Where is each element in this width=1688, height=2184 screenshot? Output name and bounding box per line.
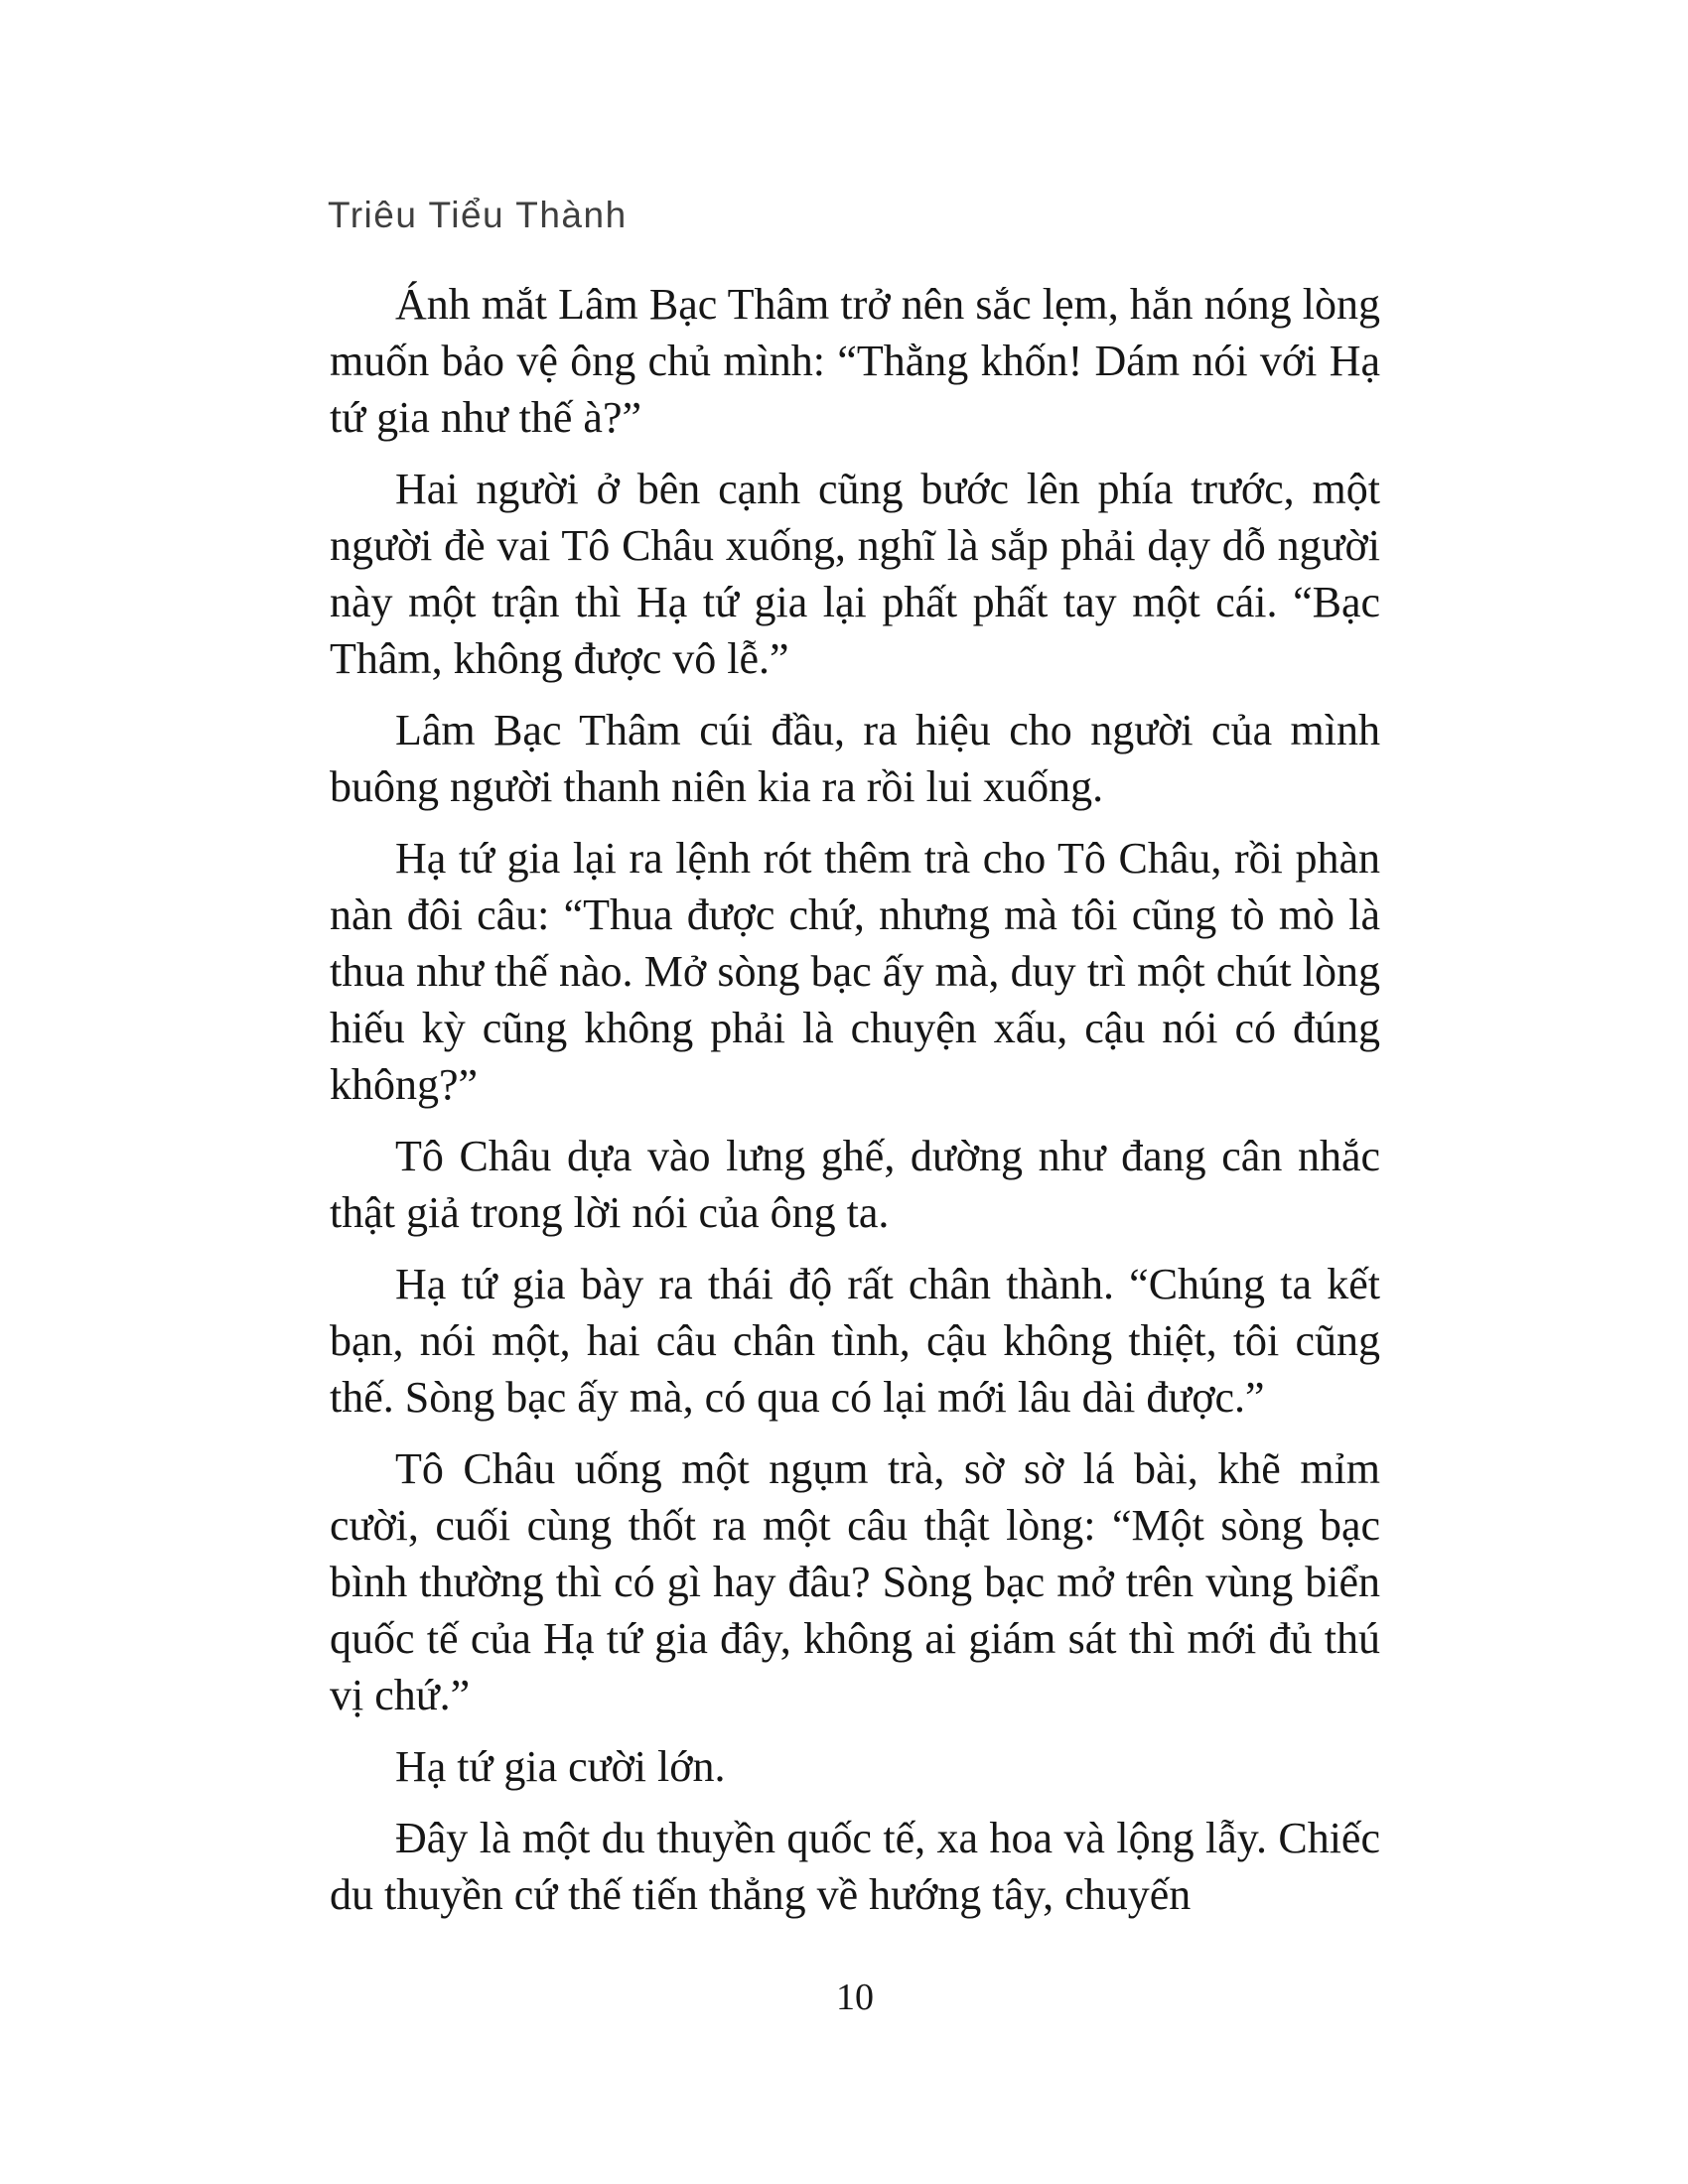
paragraph: Đây là một du thuyền quốc tế, xa hoa và lộng lẫy. Chiếc du thuyền cứ thế tiến thẳng về hướng tây, chuyến <box>330 1814 1380 1919</box>
page-number: 10 <box>836 1977 874 2018</box>
paragraph: Tô Châu dựa vào lưng ghế, dường như đang cân nhắc thật giả trong lời nói của ông ta. <box>330 1132 1380 1237</box>
paragraph: Tô Châu uống một ngụm trà, sờ sờ lá bài, khẽ mỉm cười, cuối cùng thốt ra một câu thật lòng: “Một sòng bạc bình thường thì có gì hay đâu? Sòng bạc mở trên vùng biển quốc tế của Hạ tứ gia đây, không ai giám sát thì mới đủ thú vị chứ.” <box>330 1444 1380 1719</box>
running-header-author: Triêu Tiểu Thành <box>328 195 628 235</box>
paragraph: Hạ tứ gia bày ra thái độ rất chân thành. “Chúng ta kết bạn, nói một, hai câu chân tình, cậu không thiệt, tôi cũng thế. Sòng bạc ấy mà, có qua có lại mới lâu dài được.” <box>330 1260 1380 1422</box>
paragraph: Lâm Bạc Thâm cúi đầu, ra hiệu cho người của mình buông người thanh niên kia ra rồi lui xuống. <box>330 706 1380 811</box>
paragraph: Hai người ở bên cạnh cũng bước lên phía trước, một người đè vai Tô Châu xuống, nghĩ là sắp phải dạy dỗ người này một trận thì Hạ tứ gia lại phất phất tay một cái. “Bạc Thâm, không được vô lễ.” <box>330 465 1380 683</box>
paragraph: Ánh mắt Lâm Bạc Thâm trở nên sắc lẹm, hắn nóng lòng muốn bảo vệ ông chủ mình: “Thằng khốn! Dám nói với Hạ tứ gia như thế à?” <box>330 280 1380 442</box>
paragraph: Hạ tứ gia lại ra lệnh rót thêm trà cho Tô Châu, rồi phàn nàn đôi câu: “Thua được chứ, nhưng mà tôi cũng tò mò là thua như thế nào. Mở sòng bạc ấy mà, duy trì một chút lòng hiếu kỳ cũng không phải là chuyện xấu, cậu nói có đúng không?” <box>330 834 1380 1109</box>
body-text <box>330 276 1380 1938</box>
paragraph: Hạ tứ gia cười lớn. <box>395 1742 726 1791</box>
